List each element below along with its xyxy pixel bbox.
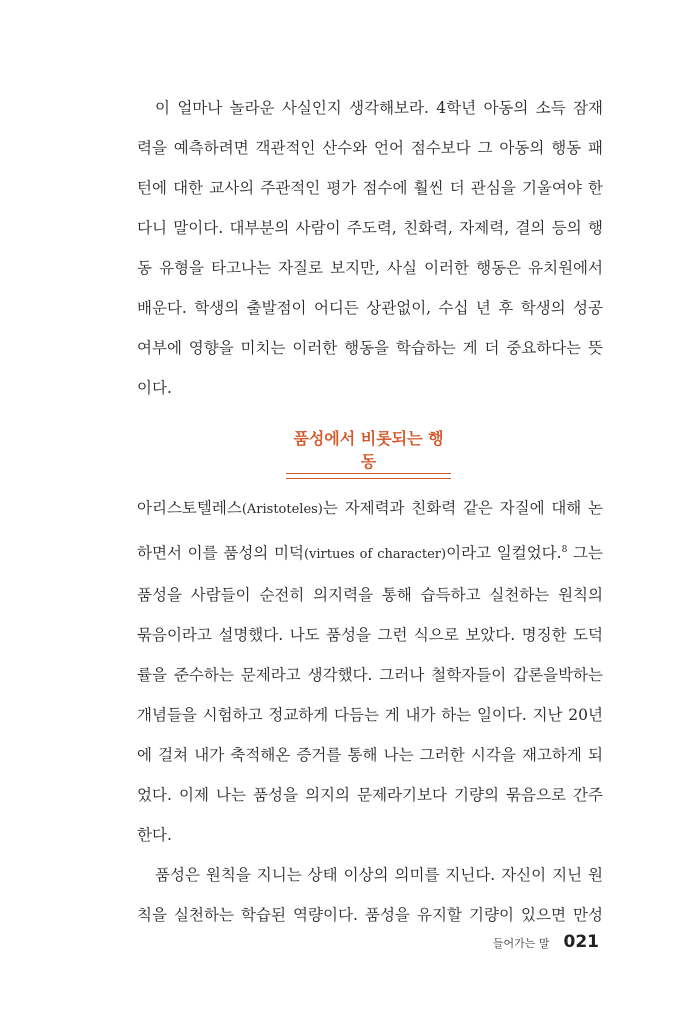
text-line: 배운다. 학생의 출발점이 어디든 상관없이, 수십 년 후 학생의 성공 xyxy=(137,299,603,317)
text-line xyxy=(137,488,603,530)
section-heading xyxy=(286,426,451,479)
chapter-title: 들어가는 말 xyxy=(492,937,550,950)
text-line: 칙을 실천하는 학습된 역량이다. 품성을 유지할 기량이 있으면 만성 xyxy=(137,906,603,925)
section-heading-text: 품성에서 비롯되는 행동 xyxy=(293,429,444,471)
page-number: 021 xyxy=(563,932,599,952)
text-line: 개념들을 시험하고 정교하게 다듬는 게 내가 하는 일이다. 지난 20년 xyxy=(137,706,603,725)
text-line xyxy=(137,530,603,575)
latin-term: (virtues of character) xyxy=(303,547,447,563)
text-fragment: 이라고 일컬었다. xyxy=(446,544,562,563)
text-line: 률을 준수하는 문제라고 생각했다. 그러나 철학자들이 갑론을박하는 xyxy=(137,666,603,685)
text-line: 었다. 이제 나는 품성을 의지의 문제라기보다 기량의 묶음으로 간주 xyxy=(137,786,603,805)
text-line: 여부에 영향을 미치는 이러한 행동을 학습하는 게 더 중요하다는 뜻 xyxy=(137,339,603,357)
text-line: 에 걸쳐 내가 축적해온 증거를 통해 나는 그러한 시각을 재고하게 되 xyxy=(137,746,603,765)
paragraph-1 xyxy=(137,88,603,408)
text-fragment: 그는 xyxy=(567,544,603,563)
text-fragment: 는 자제력과 친화력 같은 자질에 대해 논 xyxy=(322,499,603,517)
text-fragment: 하면서 이를 품성의 미덕 xyxy=(137,544,304,563)
heading-double-underline xyxy=(286,473,451,479)
footnote-marker: 8 xyxy=(561,545,568,555)
paragraph-2 xyxy=(137,488,603,935)
text-line: 다니 말이다. 대부분의 사람이 주도력, 친화력, 자제력, 결의 등의 행 xyxy=(137,219,603,237)
text-line: 이 얼마나 놀라운 사실인지 생각해보라. 4학년 아동의 소득 잠재 xyxy=(155,99,603,117)
latin-term: (Aristoteles) xyxy=(241,502,323,517)
text-line: 품성을 사람들이 순전히 의지력을 통해 습득하고 실천하는 원칙의 xyxy=(137,586,603,605)
text-line: 한다. xyxy=(137,826,172,845)
text-line: 묶음이라고 설명했다. 나도 품성을 그런 식으로 보았다. 명징한 도덕 xyxy=(137,626,603,645)
page-footer xyxy=(493,932,599,952)
text-line: 동 유형을 타고나는 자질로 보지만, 사실 이러한 행동은 유치원에서 xyxy=(137,259,603,277)
text-line: 력을 예측하려면 객관적인 산수와 언어 점수보다 그 아동의 행동 패 xyxy=(137,139,603,157)
text-line: 턴에 대한 교사의 주관적인 평가 점수에 훨씬 더 관심을 기울여야 한 xyxy=(137,179,603,197)
text-line: 이다. xyxy=(137,379,172,397)
text-line: 품성은 원칙을 지니는 상태 이상의 의미를 지닌다. 자신이 지닌 원 xyxy=(155,866,603,885)
text-fragment: 아리스토텔레스 xyxy=(137,499,242,517)
